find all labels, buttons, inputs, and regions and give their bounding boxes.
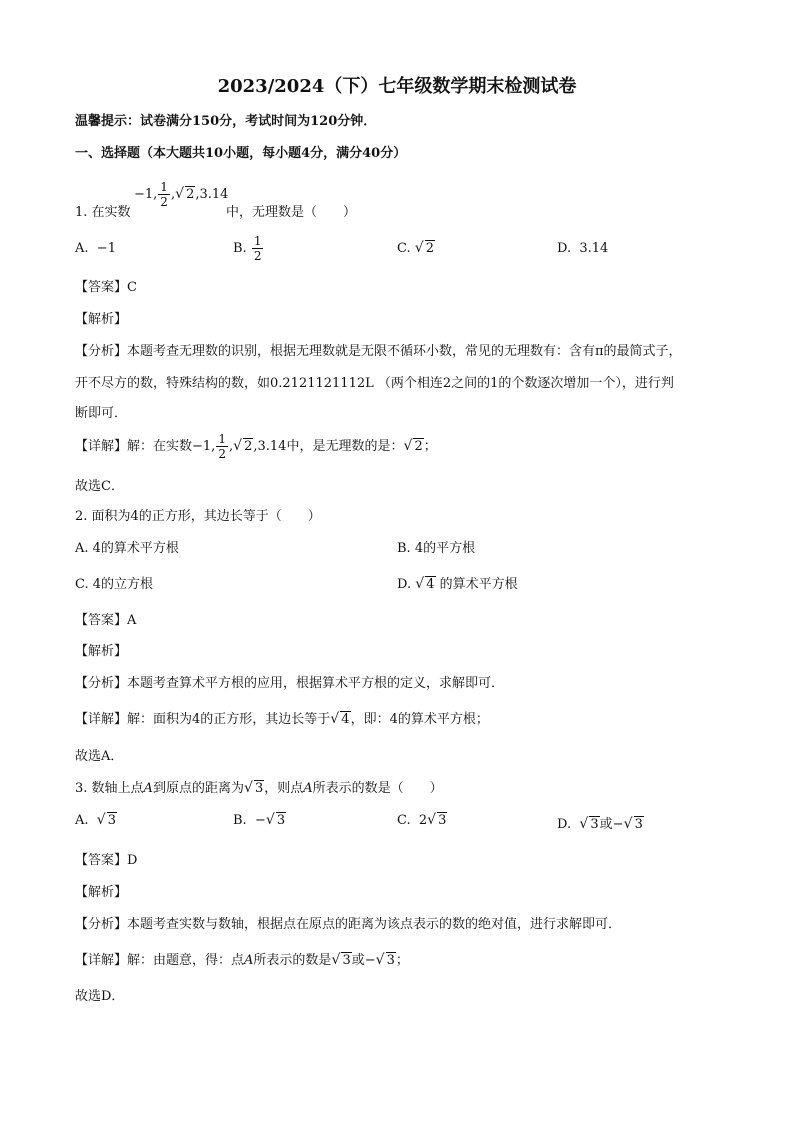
q1-option-b: B. $\frac{1}{2}$: [233, 234, 262, 263]
q2-option-d: D. √ 4 的算术平方根: [397, 573, 518, 592]
q3-stem: 3. 数轴上点A到原点的距离为√ 3，则点A所表示的数是（ ）: [75, 777, 443, 796]
q3-fenxi: 【分析】本题考查实数与数轴，根据点在原点的距离为该点表示的数的绝对值，进行求解即可．: [75, 917, 622, 932]
q1-stem-prefix: 1. 在实数: [75, 205, 131, 220]
q1-number-list: −1, $\frac{1}{2}$ ,√ 2,3.14: [134, 180, 228, 209]
q2-fenxi: 【分析】本题考查算术平方根的应用，根据算术平方根的定义，求解即可．: [75, 676, 505, 691]
q1-option-c: C. √ 2: [397, 241, 435, 256]
q1-fenxi-line2: 开不尽方的数，特殊结构的数，如0.2121121112L （两个相连2之间的1的个数逐次增加一个），进行判: [75, 376, 674, 391]
q2-xiangjie: 【详解】解：面积为4的正方形，其边长等于√ 4，即：4的算术平方根；: [75, 708, 489, 727]
q2-stem: 2. 面积为4的正方形，其边长等于（ ）: [75, 509, 321, 524]
q3-option-a: A. √ 3: [75, 813, 117, 828]
q3-conclusion: 故选D．: [75, 989, 125, 1004]
q2-option-b: B. 4的平方根: [397, 541, 476, 556]
q2-conclusion: 故选A．: [75, 749, 124, 764]
q1-xiangjie: 【详解】解：在实数−1, $\frac{1}{2}$ ,√ 2,3.14中，是无理数的是：√ 2；: [75, 432, 437, 461]
q3-option-c: C. 2√ 3: [397, 813, 447, 828]
page-title: 2023/2024（下）七年级数学期末检测试卷: [217, 76, 577, 97]
q3-xiangjie: 【详解】解：由题意，得：点A所表示的数是√ 3或−√ 3；: [75, 949, 409, 968]
q2-analysis-tag: 【解析】: [75, 644, 128, 659]
q2-option-c: C. 4的立方根: [75, 577, 154, 592]
q1-answer: 【答案】C: [75, 280, 137, 295]
q3-option-d: D. √ 3或−√ 3: [557, 813, 644, 832]
exam-tip: 温馨提示：试卷满分150分，考试时间为120分钟．: [75, 114, 377, 129]
q1-option-a: A. −1: [75, 241, 116, 256]
q1-stem-suffix: 中，无理数是（ ）: [226, 205, 357, 220]
q1-conclusion: 故选C．: [75, 479, 124, 494]
q2-option-a: A. 4的算术平方根: [75, 541, 179, 556]
q2-answer: 【答案】A: [75, 613, 137, 628]
section-heading: 一、选择题（本大题共10小题，每小题4分，满分40分）: [75, 146, 407, 161]
q1-option-d: D. 3.14: [557, 241, 609, 256]
q3-option-b: B. −√ 3: [233, 813, 286, 828]
q1-fenxi-line1: 【分析】本题考查无理数的识别，根据无理数就是无限不循环小数，常见的无理数有：含有π的最简式子，: [75, 344, 682, 359]
q3-analysis-tag: 【解析】: [75, 885, 128, 900]
q1-analysis-tag: 【解析】: [75, 312, 128, 327]
q3-answer: 【答案】D: [75, 853, 138, 868]
q1-fenxi-line3: 断即可．: [75, 406, 128, 421]
